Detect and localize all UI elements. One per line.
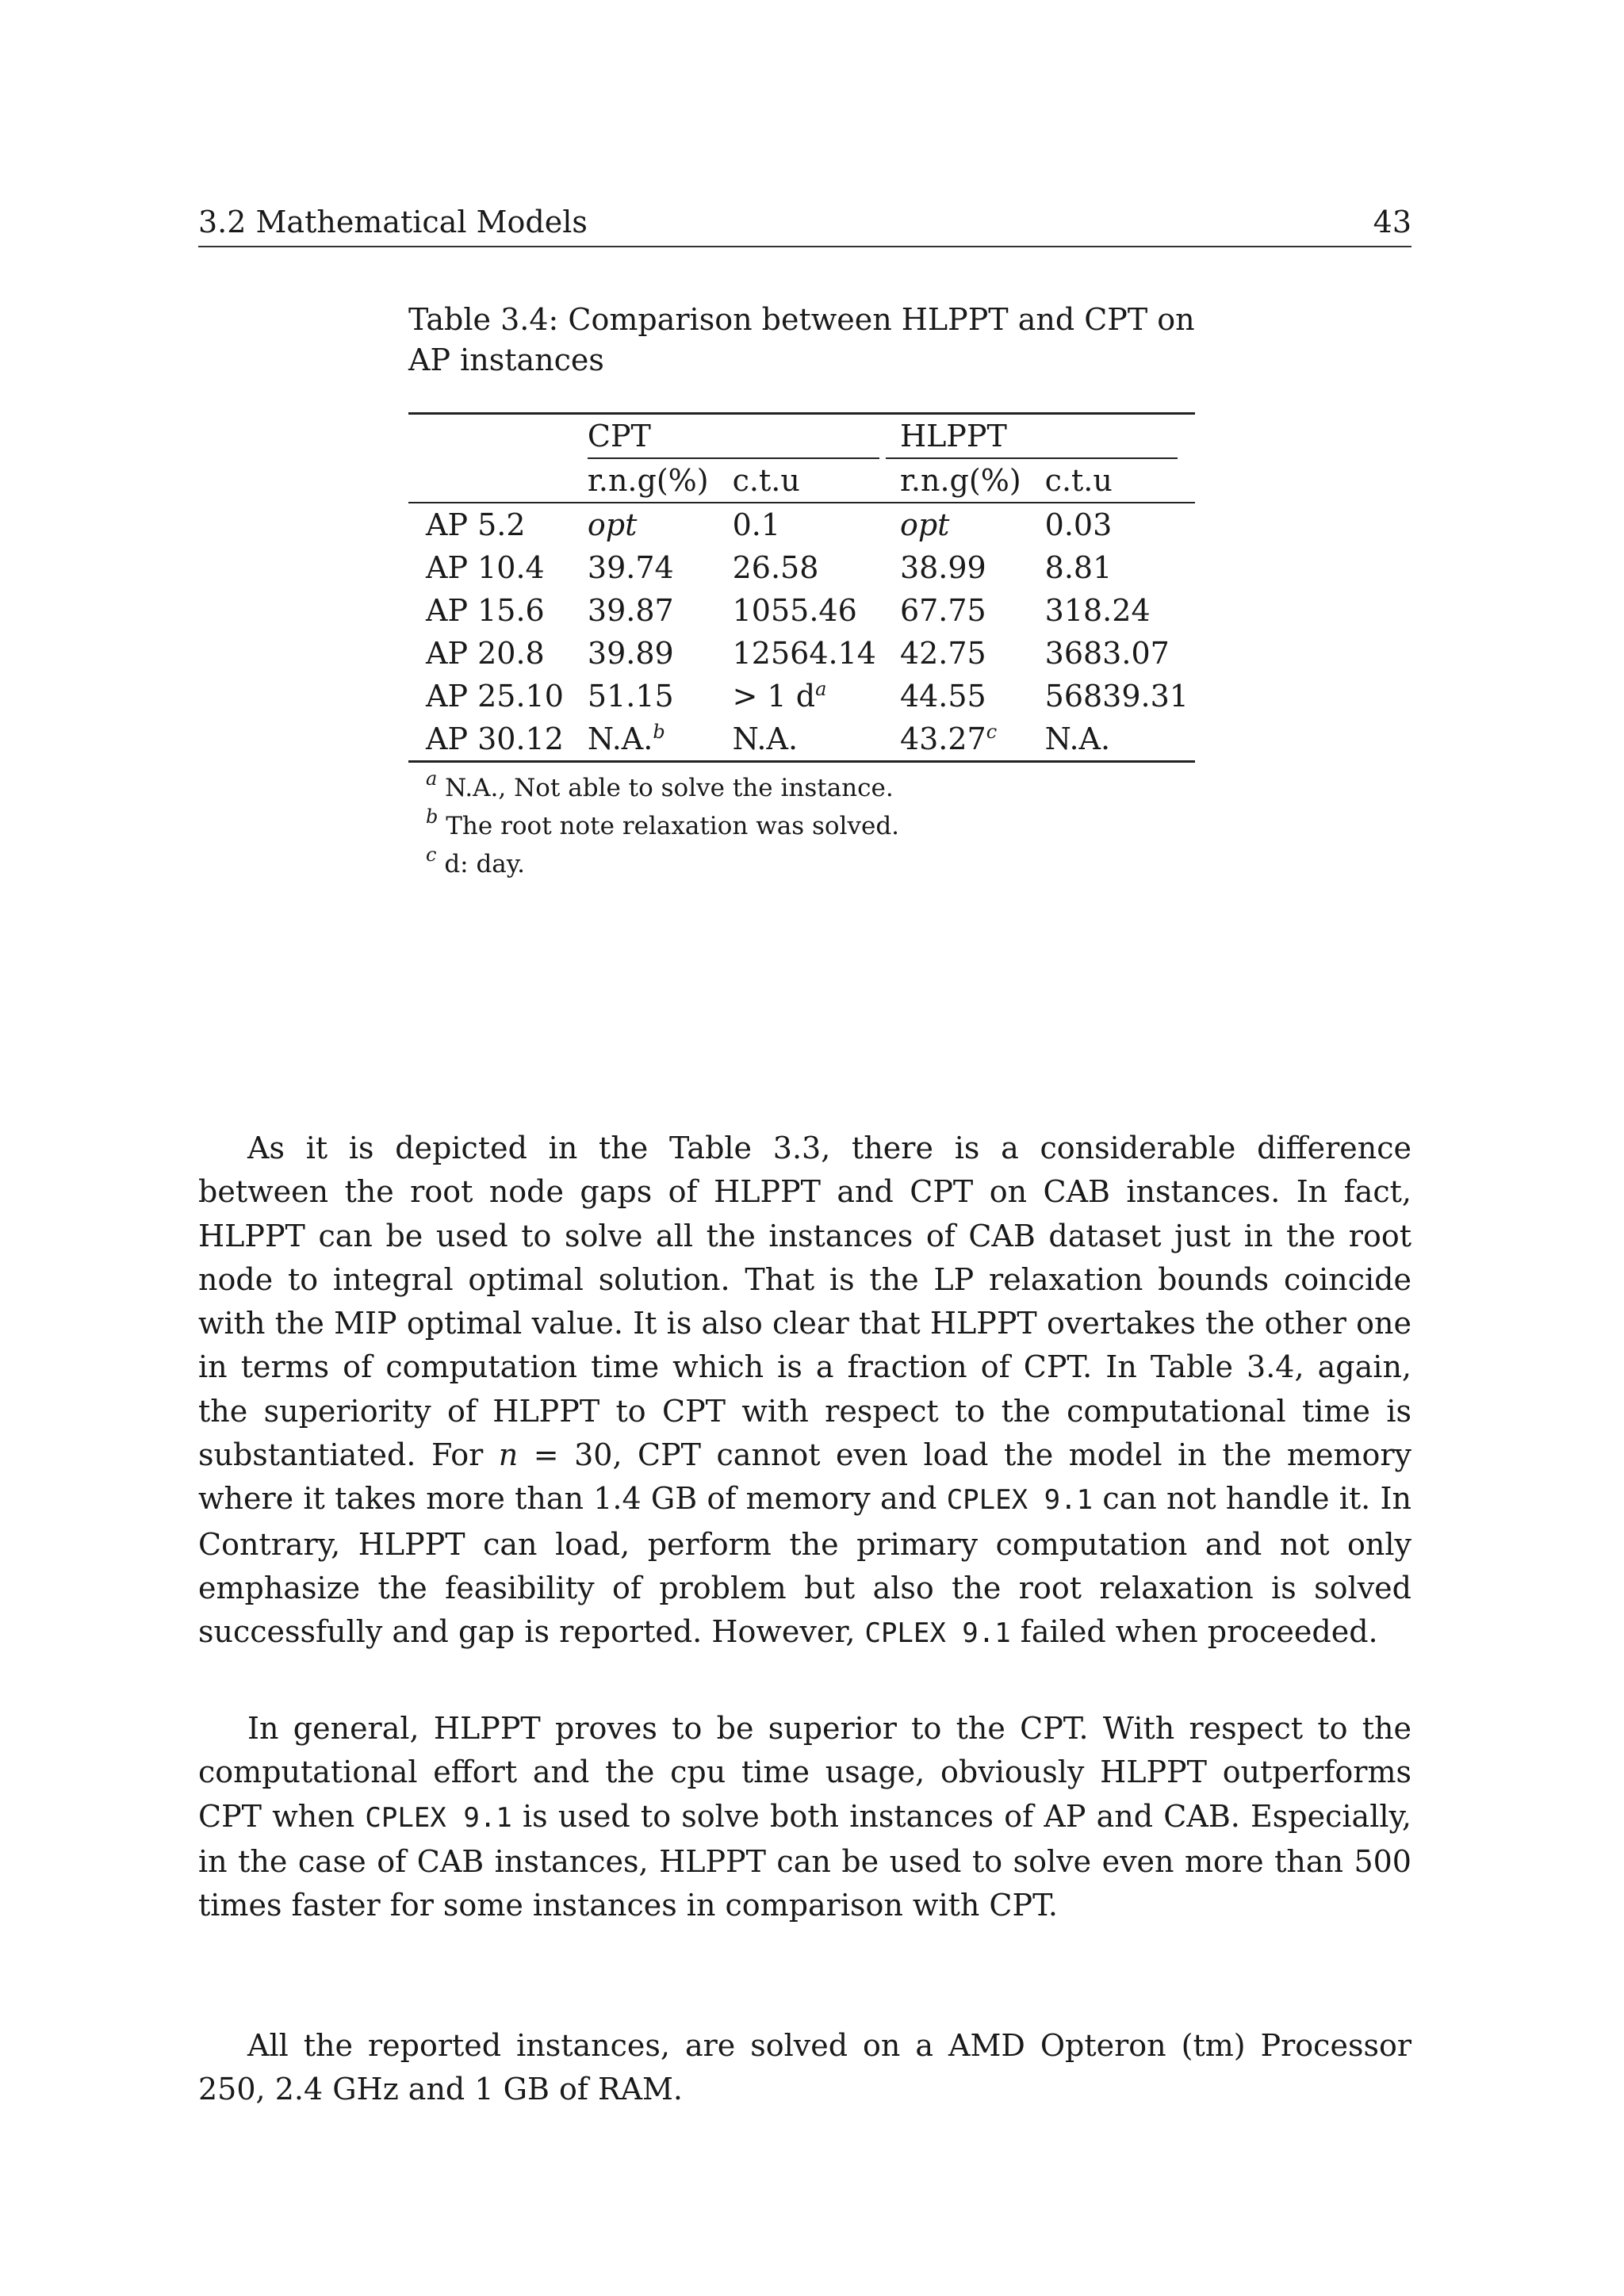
cpt-ctu-cell: 1055.46: [732, 593, 857, 628]
table-footnotes: [408, 769, 1193, 883]
hlppt-rng-cell: 44.55: [899, 679, 986, 714]
footnote-mark: b: [653, 721, 665, 743]
cpt-ctu-cell: 0.1: [732, 507, 781, 542]
table-row: [408, 632, 1195, 675]
hlppt-ctu-cell: 3683.07: [1044, 636, 1170, 671]
footnote: $^c$ d: day.: [426, 844, 526, 878]
cpt-ctu-cell: 26.58: [732, 550, 819, 585]
comparison-table: [408, 412, 1195, 763]
table-caption: Table 3.4: Comparison between HLPPT and CPT on AP instances: [408, 302, 1195, 377]
table-row: [408, 718, 1195, 762]
hlppt-rng-cell: 42.75: [899, 636, 986, 671]
table-container: [408, 412, 1193, 883]
section-title: 3.2 Mathematical Models: [198, 205, 588, 239]
math-variable: n: [498, 1437, 519, 1473]
hlppt-ctu-cell: N.A.: [1044, 721, 1111, 756]
footnote-mark: c: [986, 721, 998, 743]
cpt-rng-cell: N.A.$^b$: [587, 721, 665, 756]
cpt-ctu-cell: N.A.: [732, 721, 799, 756]
table-row: [408, 675, 1195, 718]
body-paragraph: As it is depicted in the Table 3.3, there is a considerable difference between the root node gaps of HLPPT and CPT on CAB instances. In fact, HLPPT can be used to solve all the instances of CAB dataset just in the root node to integral optimal solution. That is the LP relaxation bounds coincide with the MIP optimal value. It is also clear that HLPPT overtakes the other one in terms of computation time which is a fraction of CPT. In Table 3.4, again, the superiority of HLPPT to CPT with respect to the computational time is substantiated. For n = 30, CPT cannot even load the model in the memory where it takes more than 1.4 GB of memory and CPLEX 9.1 can not handle it. In Contrary, HLPPT can load, perform the primary computation and not only emphasize the feasibility of problem but also the root relaxation is solved successfully and gap is reported. However, CPLEX 9.1 failed when proceeded.: [198, 1131, 1411, 1650]
cpt-rng-cell: 39.74: [587, 550, 674, 585]
group-header-cpt: CPT: [587, 419, 651, 453]
body-paragraph: In general, HLPPT proves to be superior to the CPT. With respect to the computational effort and the cpu time usage, obviously HLPPT outperforms CPT when CPLEX 9.1 is used to solve both instances of AP and CAB. Especially, in the case of CAB instances, HLPPT can be used to solve even more than 500 times faster for some instances in comparison with CPT.: [198, 1711, 1412, 1923]
footnote: $^a$ N.A., Not able to solve the instance.: [426, 767, 894, 802]
cpt-rng-cell: 39.89: [587, 636, 674, 671]
table-row: [408, 589, 1195, 632]
cpt-ctu-cell: 12564.14: [732, 636, 876, 671]
table-row: [408, 503, 1195, 546]
instance-name: AP 30.12: [426, 721, 564, 756]
table-row: [408, 546, 1195, 589]
hlppt-ctu-cell: 56839.31: [1044, 679, 1189, 714]
body-paragraph: All the reported instances, are solved on a AMD Opteron (tm) Processor 250, 2.4 GHz and 1 GB of RAM.: [198, 2028, 1411, 2107]
hlppt-rng-cell: 43.27$^c$: [899, 721, 998, 756]
table-group-header-row: [408, 414, 1195, 458]
hlppt-ctu-cell: 0.03: [1044, 507, 1113, 542]
hlppt-ctu-cell: 8.81: [1044, 550, 1113, 585]
hlppt-rng-cell: 67.75: [899, 593, 986, 628]
corner-cell: [408, 414, 570, 458]
instance-name: AP 20.8: [426, 636, 545, 671]
cpt-rng-cell: opt: [587, 507, 638, 542]
subheader-cpt-ctu: c.t.u: [732, 463, 800, 498]
running-header: [198, 206, 1411, 247]
instance-name: AP 10.4: [426, 550, 545, 585]
table-subheader-row: [408, 459, 1195, 503]
cpt-ctu-cell: > 1 $d^a$: [732, 678, 827, 714]
instance-name: AP 25.10: [426, 679, 564, 714]
footnote: $^b$ The root note relaxation was solved.: [426, 806, 900, 840]
cpt-rng-cell: 39.87: [587, 593, 674, 628]
subheader-hlppt-rng: r.n.g(%): [899, 463, 1021, 498]
footnote-mark: a: [815, 678, 827, 700]
hlppt-ctu-cell: 318.24: [1044, 593, 1151, 628]
code-text: CPLEX 9.1: [365, 1801, 512, 1834]
instance-name: AP 5.2: [426, 507, 526, 542]
code-text: CPLEX 9.1: [946, 1484, 1094, 1517]
instance-name: AP 15.6: [426, 593, 545, 628]
code-text: CPLEX 9.1: [864, 1617, 1011, 1650]
subheader-hlppt-ctu: c.t.u: [1044, 463, 1113, 498]
cpt-rng-cell: 51.15: [587, 679, 674, 714]
hlppt-rng-cell: opt: [899, 507, 950, 542]
page-number: 43: [1373, 205, 1411, 239]
hlppt-rng-cell: 38.99: [899, 550, 986, 585]
subheader-cpt-rng: r.n.g(%): [587, 463, 709, 498]
group-header-hlppt: HLPPT: [899, 419, 1007, 453]
